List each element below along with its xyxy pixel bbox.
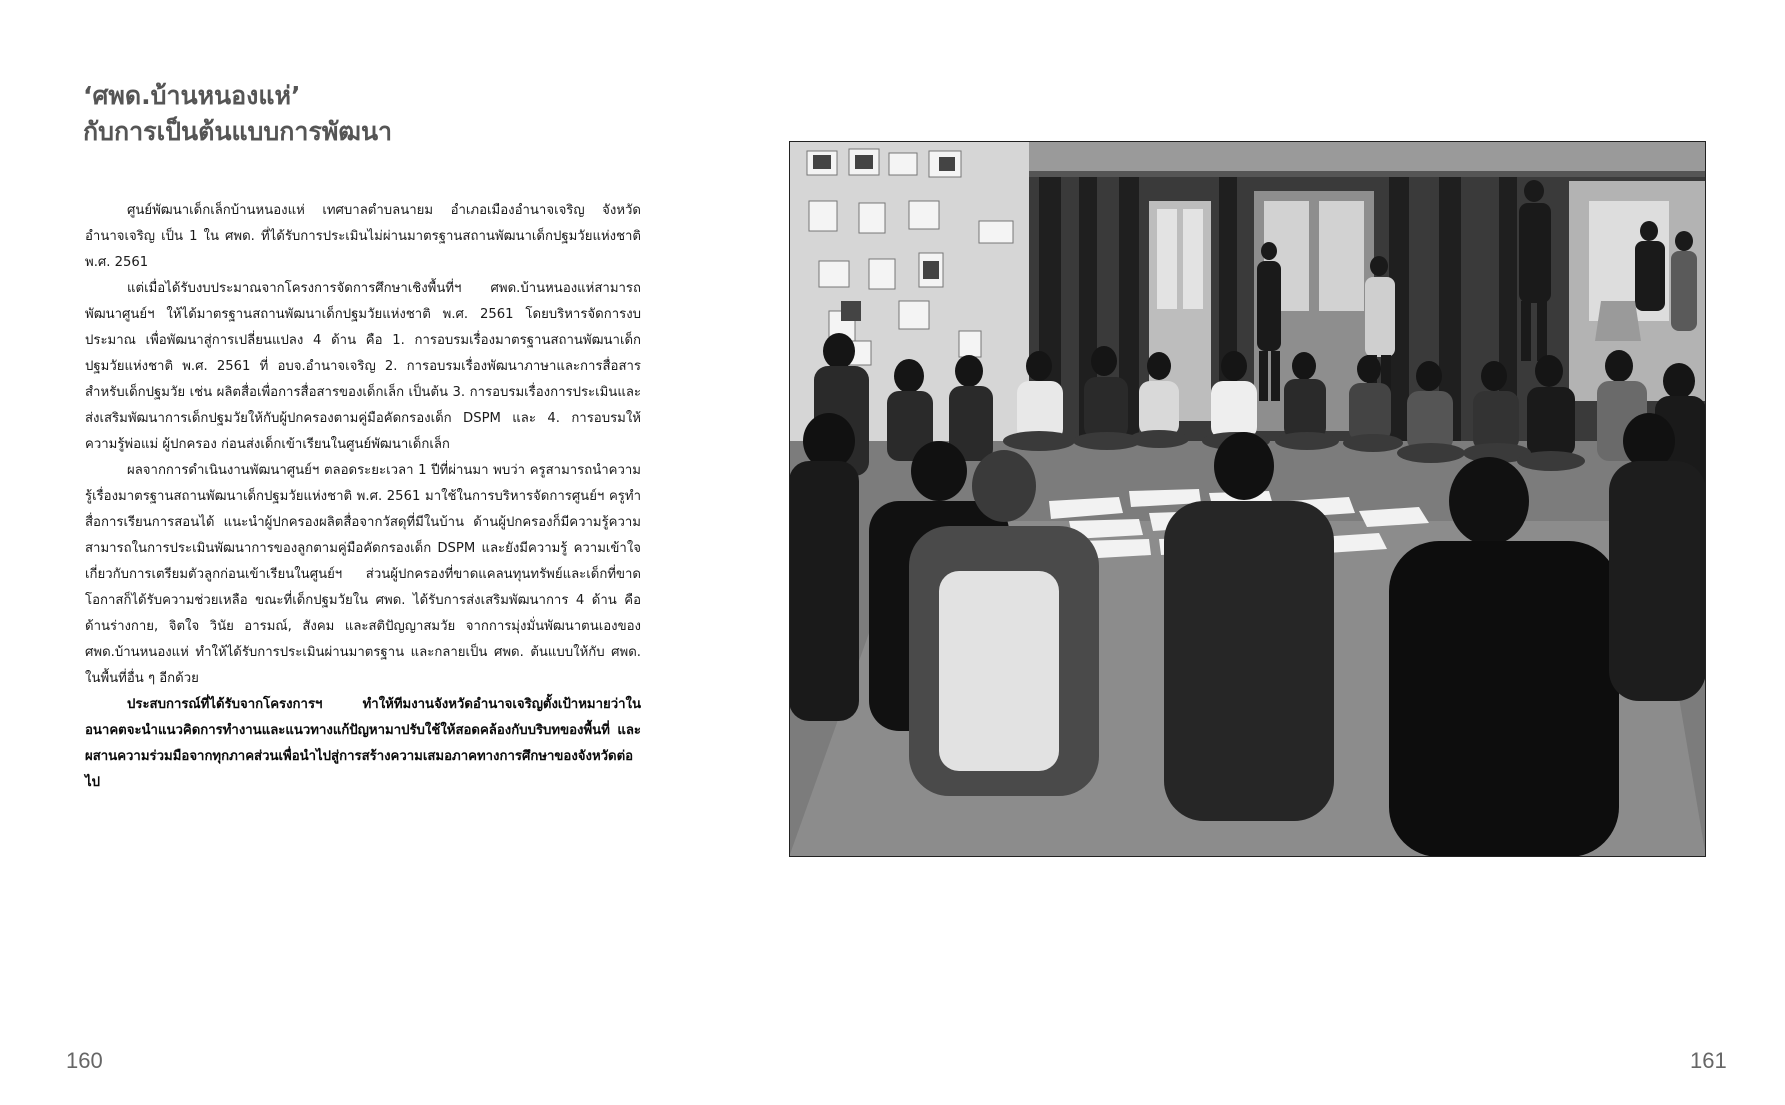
- title-line-2: กับการเป็นต้นแบบการพัฒนา: [83, 117, 393, 146]
- photo-black-and-white-workshop-icon: [789, 141, 1706, 857]
- page-number-left: 160: [66, 1048, 103, 1073]
- paragraph-intro: ศูนย์พัฒนาเด็กเล็กบ้านหนองแห่ เทศบาลตำบลนายม อำเภอเมืองอำนาจเจริญ จังหวัดอำนาจเจริญ เป็น 1 ใน ศพด. ที่ได้รับการประเมินไม่ผ่านมาตรฐานสถานพัฒนาเด็กปฐมวัยแห่งชาติ พ.ศ. 2561: [85, 203, 641, 270]
- article-body: [85, 198, 641, 796]
- paragraph-results: ผลจากการดำเนินงานพัฒนาศูนย์ฯ ตลอดระยะเวลา 1 ปีที่ผ่านมา พบว่า ครูสามารถนำความรู้เรื่องมาตรฐานสถานพัฒนาเด็กปฐมวัยแห่งชาติ พ.ศ. 2561 มาใช้ในการบริหารจัดการศูนย์ฯ ครูทำสื่อการเรียนการสอนได้ แนะนำผู้ปกครองผลิตสื่อจากวัสดุที่มีในบ้าน ด้านผู้ปกครองก็มีความรู้ความสามารถในการประเมินพัฒนาการของลูกตามคู่มือคัดกรองเด็ก DSPM และยังมีความรู้ ความเข้าใจเกี่ยวกับการเตรียมตัวลูกก่อนเข้าเรียนในศูนย์ฯ ส่วนผู้ปกครองที่ขาดแคลนทุนทรัพย์และเด็กที่ขาดโอกาสก็ได้รับความช่วยเหลือ ขณะที่เด็กปฐมวัยใน ศพด. ได้รับการส่งเสริมพัฒนาการ 4 ด้าน คือ ด้านร่างกาย, จิตใจ วินัย อารมณ์, สังคม และสติปัญญาสมวัย จากการมุ่งมั่นพัฒนาตนเองของ ศพด.บ้านหนองแห่ ทำให้ได้รับการประเมินผ่านมาตรฐาน และกลายเป็น ศพด. ต้นแบบให้กับ ศพด. ในพื้นที่อื่น ๆ อีกด้วย: [85, 463, 641, 686]
- title-line-1: ‘ศพด.บ้านหนองแห่’: [83, 81, 301, 110]
- left-page: [0, 0, 892, 1105]
- page-title: [83, 78, 643, 150]
- paragraph-conclusion: ประสบการณ์ที่ได้รับจากโครงการฯ ทำให้ทีมงานจังหวัดอำนาจเจริญตั้งเป้าหมายว่าในอนาคตจะนำแนวคิดการทำงานและแนวทางแก้ปัญหามาปรับใช้ให้สอดคล้องกับบริบทของพื้นที่ และผสานความร่วมมือจากทุกภาคส่วนเพื่อนำไปสู่การสร้างความเสมอภาคทางการศึกษาของจังหวัดต่อไป: [85, 697, 641, 790]
- workshop-photo: [789, 141, 1706, 857]
- paragraph-budget: แต่เมื่อได้รับงบประมาณจากโครงการจัดการศึกษาเชิงพื้นที่ฯ ศพด.บ้านหนองแห่สามารถพัฒนาศูนย์ฯ ให้ได้มาตรฐานสถานพัฒนาเด็กปฐมวัยแห่งชาติ พ.ศ. 2561 โดยบริหารจัดการงบประมาณ เพื่อพัฒนาสู่การเปลี่ยนแปลง 4 ด้าน คือ 1. การอบรมเรื่องมาตรฐานสถานพัฒนาเด็กปฐมวัยแห่งชาติ พ.ศ. 2561 ที่ อบจ.อำนาจเจริญ 2. การอบรมเรื่องพัฒนาภาษาและการสื่อสารสำหรับเด็กปฐมวัย เช่น ผลิตสื่อเพื่อการสื่อสารของเด็กเล็ก เป็นต้น 3. การอบรมเรื่องการประเมินและส่งเสริมพัฒนาการเด็กปฐมวัยให้กับผู้ปกครองตามคู่มือคัดกรองเด็ก DSPM และ 4. การอบรมให้ความรู้พ่อแม่ ผู้ปกครอง ก่อนส่งเด็กเข้าเรียนในศูนย์พัฒนาเด็กเล็ก: [85, 281, 641, 452]
- page-number-right: 161: [1690, 1048, 1727, 1073]
